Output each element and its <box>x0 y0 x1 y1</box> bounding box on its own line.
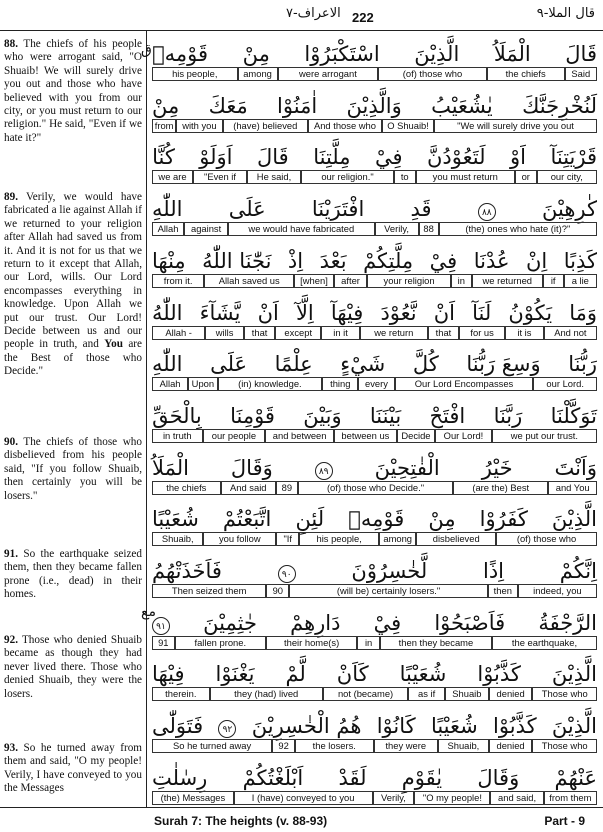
arabic-word: الْمَلَاُ <box>493 42 531 66</box>
verse-93 <box>4 742 142 796</box>
arabic-word: وَسِعَ رَبُّنَا <box>466 352 541 377</box>
gloss-word: Upon <box>188 377 217 391</box>
gloss-word: as if <box>408 687 445 701</box>
gloss-word: from <box>152 119 176 133</box>
gloss-word: And those who <box>308 119 382 133</box>
arabic-word: نَجّٰنَا اللّٰهُ <box>202 248 272 273</box>
arabic-line <box>152 291 597 325</box>
verse-text: The chiefs of his people who were arrogant said, "O Shuaib! We will surely drive you out and those who have believed with you from our city, or you must return to our religion." He said, "Even if we hate it?" <box>4 38 142 144</box>
arabic-word: الَّذِيْنَ <box>551 662 597 687</box>
arabic-line <box>152 32 597 66</box>
gloss-word: 91 <box>152 636 175 650</box>
arabic-word: اِذْ <box>287 248 304 273</box>
arabic-word: مِلَّتِكُمْ <box>363 248 414 273</box>
arabic-word: لَّمْ <box>285 662 306 687</box>
gloss-word: "O my people! <box>414 791 490 805</box>
arabic-line <box>152 342 597 376</box>
arabic-word: لَقَدْ <box>338 765 367 790</box>
arabic-line <box>152 652 597 686</box>
gloss-word: except <box>275 326 321 340</box>
arabic-word: شُعَيْبًا <box>399 662 447 687</box>
gloss-word: in <box>357 636 380 650</box>
arabic-word: وَاَنْتَ <box>554 455 597 480</box>
arabic-word: لَنَآ <box>472 300 492 325</box>
arabic-word: يٰشُعَيْبُ <box>431 93 493 118</box>
gloss-word: indeed, you <box>518 584 597 598</box>
gloss-word: the chiefs <box>152 481 221 495</box>
arabic-word: كٰرِهِيْنَ <box>542 197 597 222</box>
arabic-word: فِيْهَا <box>152 662 185 687</box>
arabic-word: اللّٰهِ <box>152 352 183 377</box>
arabic-word: لَئِنِ <box>295 507 325 532</box>
page-footer <box>0 807 603 832</box>
gloss-line <box>152 429 597 443</box>
arabic-word: فِيْ <box>374 145 403 170</box>
gloss-word: Those who <box>532 739 597 753</box>
gloss-word: Allah <box>152 222 184 236</box>
arabic-word: افْتَحْ <box>429 403 466 428</box>
arabic-word: قَرْيَتِنَآ <box>550 145 597 170</box>
gloss-word: from them <box>544 791 597 805</box>
arabic-word: اَنْ <box>433 300 456 325</box>
sajdah-marker-icon: ق <box>141 42 152 58</box>
gloss-word: after <box>334 274 367 288</box>
arabic-word: نَّعُوْدَ <box>380 300 417 325</box>
ayah-number-icon: ٩٢ <box>218 720 236 738</box>
arabic-word: يَكُوْنُ <box>508 300 553 325</box>
gloss-word: a lie <box>564 274 597 288</box>
arabic-word: اَنْ <box>257 300 279 325</box>
gloss-word: (will be) certainly losers." <box>289 584 487 598</box>
gloss-word: the losers. <box>295 739 373 753</box>
arabic-word: لَتَعُوْدُنَّ <box>427 145 486 170</box>
verse-number: 89. <box>4 191 18 203</box>
gloss-word: among <box>238 67 278 81</box>
gloss-word: it is <box>505 326 544 340</box>
arabic-line <box>152 84 597 118</box>
gloss-word: then they became <box>380 636 492 650</box>
arabic-word: قَوْمِنَا <box>230 403 275 428</box>
arabic-word: بِالْحَقِّ <box>152 403 202 428</box>
gloss-word: they (had) lived <box>210 687 323 701</box>
arabic-word: اِنْ <box>525 248 548 273</box>
arabic-word: الرَّجْفَةُ <box>538 610 597 635</box>
arabic-word: رَبُّنَا <box>568 352 597 377</box>
gloss-word: He said, <box>247 170 301 184</box>
gloss-word: Shuaib, <box>152 532 203 546</box>
gloss-word: (of) those who Decide." <box>298 481 453 495</box>
arabic-word: فِيْهَآ <box>330 300 364 325</box>
gloss-word: denied <box>489 739 533 753</box>
arabic-word: لَّخٰسِرُوْنَ <box>351 559 428 583</box>
arabic-word: شُعَيْبًا <box>430 714 478 739</box>
gloss-word: 92 <box>272 739 295 753</box>
gloss-word: the chiefs <box>487 67 565 81</box>
arabic-line <box>152 601 597 635</box>
verse-number: 91. <box>4 548 18 560</box>
arabic-word: افْتَرَيْنَا <box>311 197 365 222</box>
arabic-word: اِنَّكُمْ <box>559 559 597 583</box>
gloss-word: or <box>515 170 537 184</box>
verse-number: 88. <box>4 38 18 50</box>
gloss-word: disbelieved <box>416 532 496 546</box>
gloss-word: Allah <box>152 377 188 391</box>
arabic-word: فَاَصْبَحُوْا <box>434 610 506 635</box>
gloss-word: we would have fabricated <box>228 222 374 236</box>
gloss-line <box>152 532 597 546</box>
arabic-line <box>152 704 597 738</box>
arabic-word: رَبَّنَا <box>493 403 523 428</box>
gloss-word: I (have) conveyed to you <box>234 791 373 805</box>
gloss-word: Shuaib <box>445 687 489 701</box>
gloss-word: therein. <box>152 687 210 701</box>
arabic-word: وَمَا <box>569 300 597 325</box>
arabic-word: كَذَّبُوْا <box>493 714 537 739</box>
gloss-line <box>152 687 597 701</box>
gloss-word: wills <box>205 326 244 340</box>
gloss-word: (the) ones who hate (it)?" <box>439 222 597 236</box>
verse-92 <box>4 634 142 701</box>
gloss-line <box>152 170 597 184</box>
arabic-word: فَتَوَلّٰى <box>152 714 204 739</box>
gloss-word: among <box>379 532 416 546</box>
arabic-line <box>152 135 597 169</box>
gloss-word: (of) those who <box>496 532 597 546</box>
arabic-word: مَعَكَ <box>208 93 248 118</box>
arabic-line <box>152 446 597 480</box>
gloss-line <box>152 119 597 133</box>
arabic-word: اللّٰهِ <box>152 197 183 222</box>
gloss-word: and said, <box>490 791 543 805</box>
verse-text: Verily, we would have fabricated a lie against Allah if we returned to your religion after Allah had saved us from it. And it is not for us that we return to it except that Allah, our Lord, wills. Our Lord encompasses everything in knowledge. Upon Allah we put our trust. Our Lord! Decide between us and our people in truth, and <box>4 191 142 351</box>
arabic-word: بَعْدَ <box>319 248 347 273</box>
arabic-word: مِنْ <box>428 507 456 532</box>
arabic-word: مِنْهَا <box>152 248 186 273</box>
verse-text: The chiefs of those who disbelieved from his people said, "If you follow Shuaib, then certainly you will be losers." <box>4 436 142 502</box>
verse-text-tail: are the Best of those who Decide." <box>4 338 142 378</box>
arabic-word: شَيْءٍ <box>340 352 386 377</box>
arabic-word: فِيْ <box>429 248 458 273</box>
arabic-word: يٰقَوْمِ <box>401 765 443 790</box>
gloss-word: our Lord. <box>533 377 597 391</box>
arabic-word: الَّذِيْنَ <box>414 42 460 66</box>
arabic-word: عَلَى <box>210 352 248 377</box>
arabic-word: اٰمَنُوْا <box>277 93 318 118</box>
arabic-word: وَبَيْنَ <box>303 403 342 428</box>
gloss-word: the earthquake, <box>492 636 597 650</box>
gloss-word: 90 <box>266 584 289 598</box>
verse-text: Those who denied Shuaib became as though they had never lived there. Those who denied Shuaib, they were the losers. <box>4 634 142 700</box>
gloss-word: and You <box>548 481 597 495</box>
verse-91 <box>4 548 142 602</box>
arabic-word: تَوَكَّلْنَا <box>550 403 597 428</box>
surah-title: الاعراف-٧ <box>286 6 341 21</box>
verse-bold-word: You <box>104 338 123 351</box>
footer-surah: Surah 7: The heights (v. 88-93) <box>154 814 328 828</box>
arabic-word: اِلَّآ <box>295 300 314 325</box>
gloss-word: Verily, <box>373 791 415 805</box>
arabic-word: مِنْ <box>242 42 270 66</box>
gloss-word: you follow <box>203 532 276 546</box>
arabic-word: جٰثِمِيْنَ <box>203 610 257 635</box>
gloss-word: And not <box>544 326 597 340</box>
arabic-word: عَنْهُمْ <box>554 765 597 790</box>
arabic-word: لَنُخْرِجَنَّكَ <box>522 93 597 118</box>
arabic-word: وَالَّذِيْنَ <box>346 93 402 118</box>
gloss-word: you must return <box>416 170 516 184</box>
arabic-word: كُلَّ <box>412 352 439 377</box>
gloss-word: from it. <box>152 274 204 288</box>
arabic-word: فَاَخَذَتْهُمُ <box>152 559 222 583</box>
gloss-line <box>152 67 597 81</box>
verse-text: So the earthquake seized them, then they became fallen prone (i.e., dead) in their homes. <box>4 548 142 601</box>
arabic-word: قَوْمِهٖ <box>348 507 405 532</box>
gloss-word: in truth <box>152 429 203 443</box>
gloss-word: between us <box>334 429 397 443</box>
gloss-word: not (became) <box>323 687 408 701</box>
arabic-word: يَغْنَوْا <box>215 662 255 687</box>
gloss-word: their home(s) <box>266 636 357 650</box>
gloss-word: Said <box>565 67 597 81</box>
verse-text: So he turned away from them and said, "O my people! Verily, I have conveyed to you the Messages <box>4 742 143 795</box>
gloss-word: And said <box>221 481 276 495</box>
gloss-word: our city, <box>537 170 598 184</box>
gloss-word: (of) those who <box>378 67 486 81</box>
gloss-word: Then seized them <box>152 584 266 598</box>
gloss-word: "Even if <box>193 170 247 184</box>
ayah-number-icon: ٨٩ <box>315 462 333 480</box>
gloss-word: thing <box>322 377 358 391</box>
gloss-word: (are the) Best <box>453 481 548 495</box>
verse-90 <box>4 436 142 503</box>
gloss-word: denied <box>489 687 533 701</box>
arabic-word: اتَّبَعْتُمْ <box>222 507 272 532</box>
footer-part: Part - 9 <box>544 814 585 828</box>
gloss-word: (in) knowledge. <box>218 377 323 391</box>
gloss-word: if <box>543 274 564 288</box>
arabic-word: يَّشَآءَ <box>199 300 241 325</box>
arabic-word: الَّذِيْنَ <box>551 507 597 532</box>
gloss-word: we are <box>152 170 193 184</box>
ayah-number-icon: ٩١ <box>152 617 170 635</box>
arabic-line <box>152 756 597 790</box>
arabic-word: عَلَى <box>228 197 266 222</box>
arabic-word: كَانُوْا <box>376 714 416 739</box>
gloss-word: they were <box>374 739 439 753</box>
gloss-word: to <box>394 170 416 184</box>
page-header <box>0 0 603 31</box>
arabic-word: اسْتَكْبَرُوْا <box>304 42 380 66</box>
arabic-line <box>152 394 597 428</box>
gloss-word: we returned <box>472 274 543 288</box>
arabic-word: رِسٰلٰتِ <box>152 765 208 790</box>
arabic-word: بَيْنَنَا <box>369 403 402 428</box>
arabic-word: عُدْنَا <box>473 248 510 273</box>
arabic-word: دَارِهِمْ <box>290 610 341 635</box>
arabic-word: كَفَرُوْا <box>479 507 528 532</box>
pause-marker-icon: مع <box>141 604 156 620</box>
gloss-word: in <box>451 274 472 288</box>
arabic-word: الْفٰتِحِيْنَ <box>374 455 440 480</box>
gloss-word: 88 <box>419 222 439 236</box>
arabic-line <box>152 239 597 273</box>
arabic-word: وَقَالَ <box>230 455 273 480</box>
gloss-word: 89 <box>276 481 298 495</box>
arabic-word: كَذَّبُوْا <box>477 662 521 687</box>
column-divider <box>146 30 147 807</box>
gloss-word: that <box>428 326 459 340</box>
gloss-word: (the) Messages <box>152 791 234 805</box>
arabic-word: اَوْ <box>509 145 526 170</box>
gloss-word: his people, <box>299 532 379 546</box>
arabic-word: مِنْ <box>152 93 180 118</box>
gloss-line <box>152 791 597 805</box>
arabic-word: قَدِ <box>410 197 432 222</box>
gloss-line <box>152 481 597 495</box>
gloss-word: Our Lord Encompasses <box>395 377 534 391</box>
arabic-word: خَيْرُ <box>481 455 513 480</box>
gloss-word: our people <box>203 429 266 443</box>
gloss-line <box>152 222 597 236</box>
arabic-line <box>152 187 597 221</box>
gloss-word: against <box>184 222 228 236</box>
arabic-word: وَقَالَ <box>477 765 520 790</box>
gloss-word: "If <box>276 532 299 546</box>
gloss-line <box>152 377 597 391</box>
gloss-line <box>152 326 597 340</box>
arabic-word: هُمُ الْخٰسِرِيْنَ <box>251 714 362 739</box>
arabic-word: كَاَنْ <box>336 662 369 687</box>
verse-number: 92. <box>4 634 18 646</box>
gloss-word: [when] <box>294 274 334 288</box>
arabic-line <box>152 497 597 531</box>
arabic-word: فِيْ <box>373 610 402 635</box>
gloss-word: O Shuaib! <box>382 119 434 133</box>
gloss-line <box>152 584 597 598</box>
arabic-word: شُعَيْبًا <box>152 507 199 532</box>
arabic-word: كُنَّا <box>152 145 175 170</box>
gloss-word: (have) believed <box>223 119 308 133</box>
gloss-word: and between <box>265 429 334 443</box>
gloss-word: that <box>244 326 275 340</box>
arabic-line <box>152 549 597 583</box>
arabic-word: اللّٰهُ <box>152 300 183 325</box>
gloss-word: Allah saved us <box>204 274 294 288</box>
ayah-number-icon: ٩٠ <box>278 565 296 583</box>
gloss-word: Shuaib, <box>438 739 489 753</box>
gloss-word: Allah - <box>152 326 205 340</box>
gloss-word: Verily, <box>375 222 419 236</box>
gloss-line <box>152 739 597 753</box>
arabic-word: قَوْمِهٖ <box>152 42 209 66</box>
gloss-word: then <box>488 584 518 598</box>
gloss-word: with you <box>176 119 222 133</box>
gloss-word: we return <box>360 326 428 340</box>
gloss-word: Our Lord! <box>435 429 492 443</box>
gloss-word: your religion <box>367 274 451 288</box>
verse-number: 93. <box>4 742 18 754</box>
gloss-line <box>152 636 597 650</box>
arabic-word: عِلْمًا <box>274 352 313 377</box>
verse-number: 90. <box>4 436 18 448</box>
gloss-word: fallen prone. <box>175 636 266 650</box>
gloss-word: our religion." <box>301 170 394 184</box>
gloss-word: "We will surely drive you out <box>434 119 597 133</box>
gloss-word: were arrogant <box>278 67 379 81</box>
gloss-word: his people, <box>152 67 238 81</box>
gloss-word: Decide <box>397 429 435 443</box>
gloss-word: in it <box>321 326 360 340</box>
gloss-word: Those who <box>532 687 597 701</box>
gloss-line <box>152 274 597 288</box>
page-number: 222 <box>352 10 374 25</box>
gloss-word: So he turned away <box>152 739 272 753</box>
verse-88 <box>4 38 142 145</box>
gloss-word: for us <box>459 326 505 340</box>
gloss-word: every <box>358 377 394 391</box>
gloss-word: we put our trust. <box>492 429 597 443</box>
arabic-word: قَالَ <box>257 145 289 170</box>
arabic-word: اَوَلَوْ <box>199 145 233 170</box>
arabic-word: اَبْلَغْتُكُمْ <box>242 765 304 790</box>
arabic-word: الْمَلَاُ <box>152 455 189 480</box>
verse-89 <box>4 191 142 379</box>
ayah-number-icon: ٨٨ <box>478 203 496 221</box>
arabic-word: الَّذِيْنَ <box>551 714 597 739</box>
arabic-word: مِلَّتِنَا <box>313 145 351 170</box>
arabic-word: قَالَ <box>565 42 597 66</box>
arabic-word: اِذًا <box>482 559 505 583</box>
arabic-word: كَذِبًا <box>563 248 597 273</box>
juz-title: قال الملا-٩ <box>536 6 595 21</box>
